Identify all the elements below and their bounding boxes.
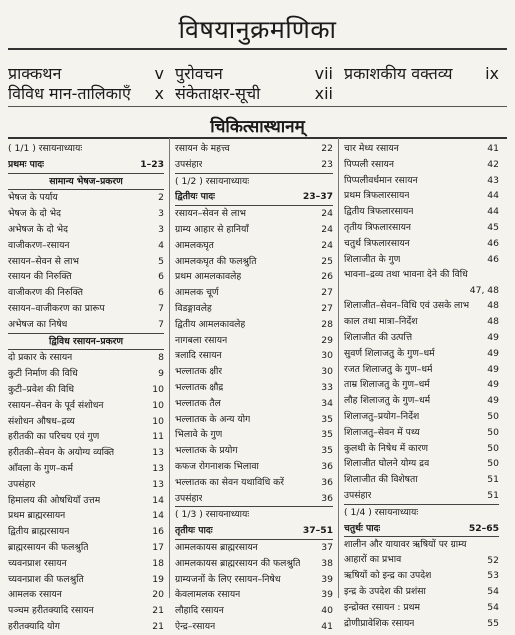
toc-entry-page: 22 [321, 143, 333, 154]
toc-entry-label: शिलाजतु–प्रयोग–निर्देश [344, 410, 420, 422]
toc-entry[interactable] [175, 333, 333, 349]
toc-entry-label: इन्द्रोक्त रसायन : प्रथम [344, 601, 420, 613]
toc-entry-label: कुटी–प्रवेश की विधि [8, 383, 75, 395]
toc-entry-page: 10 [152, 399, 164, 411]
toc-entry[interactable] [175, 317, 333, 333]
toc-entry[interactable] [8, 429, 164, 445]
toc-entry-page: 1–23 [140, 158, 164, 170]
toc-entry[interactable] [175, 301, 333, 317]
section-title: चिकित्सास्थानम् [210, 117, 305, 137]
toc-entry-page: 6 [158, 287, 164, 299]
toc-entry-label: ग्राम्यजनों के लिए रसायन–निषेध [175, 573, 281, 585]
title-rule [8, 48, 507, 50]
toc-entry-label: ताम्र शिलाजतु के गुण–धर्म [344, 379, 430, 391]
toc-entry-page: 41 [487, 143, 499, 154]
toc-entry[interactable] [344, 600, 499, 616]
toc-entry[interactable] [344, 188, 499, 204]
toc-entry-page: 51 [487, 489, 499, 501]
toc-entry[interactable] [175, 348, 333, 364]
toc-entry-label: प्रथम ब्राह्मरसायन [8, 510, 66, 522]
toc-entry[interactable] [8, 619, 164, 635]
toc-column-3 [344, 141, 499, 632]
toc-entry-label: कुटी निर्माण की विधि [8, 368, 78, 380]
toc-entry-label: उपसंहार [8, 478, 36, 490]
toc-entry[interactable] [8, 366, 164, 382]
toc-entry-label: संशोधन औषध–द्रव्य [8, 415, 75, 427]
toc-entry[interactable] [8, 398, 164, 414]
toc-entry-label: दो प्रकार के रसायन [8, 352, 73, 364]
toc-entry-page: 40 [321, 605, 333, 617]
toc-entry-page: 45 [487, 221, 499, 233]
toc-entry-label: ( 1/3 ) रसायनाध्यायः [175, 509, 250, 521]
toc-entry[interactable] [8, 524, 164, 540]
front-item-label: प्राक्कथन [8, 64, 62, 83]
toc-entry-page: 13 [152, 447, 164, 459]
toc-entry-label: सामान्य भेषज–प्रकरण [49, 175, 123, 187]
toc-entry[interactable] [344, 537, 499, 568]
front-item[interactable] [8, 66, 164, 82]
toc-entry-page: 6 [158, 271, 164, 283]
toc-entry-page: 41 [321, 620, 333, 632]
toc-entry-label: ( 1/2 ) रसायनाध्यायः [175, 175, 250, 187]
toc-entry-label: आमलकघृत [175, 239, 214, 251]
front-item-label: प्रकाशकीय वक्तव्य [344, 64, 453, 83]
toc-entry-page: 26 [321, 271, 333, 283]
toc-entry-label: ( 1/1 ) रसायनाध्यायः [8, 143, 83, 154]
toc-entry-page: 36 [321, 492, 333, 504]
toc-entry[interactable] [344, 409, 499, 425]
toc-entry-page: 38 [321, 557, 333, 569]
toc-entry-label: द्रोणीप्रावेशिक रसायन [344, 617, 415, 629]
toc-entry-label: नागबला रसायन [175, 334, 228, 346]
toc-entry[interactable] [175, 222, 333, 238]
toc-entry-label: शिलाजीत के गुण [344, 253, 401, 265]
front-item[interactable] [8, 86, 164, 102]
toc-entry-label: ऋषियों को इन्द्र का उपदेश [344, 570, 432, 582]
toc-entry[interactable] [175, 206, 333, 222]
toc-entry[interactable] [8, 461, 164, 477]
toc-entry-label: द्वितीयः पादः [175, 191, 215, 203]
toc-entry-page: 44 [487, 206, 499, 218]
toc-entry-page: 24 [321, 239, 333, 251]
toc-entry[interactable] [175, 491, 333, 508]
toc-entry-page: 44 [487, 190, 499, 202]
toc-entry-page: 8 [158, 352, 164, 364]
toc-entry[interactable] [8, 603, 164, 619]
toc-entry[interactable] [175, 603, 333, 619]
toc-entry[interactable] [8, 414, 164, 430]
page-title: विषयानुक्रमणिका [178, 15, 337, 44]
toc-entry-label: भल्लातक क्षीर [175, 366, 223, 378]
toc-entry[interactable] [8, 238, 164, 254]
front-item-page: xii [314, 84, 333, 103]
toc-entry[interactable] [175, 157, 333, 174]
toc-entry-label: केवलामलक रसायन [175, 589, 241, 601]
toc-entry-label: वाजीकरण–रसायन [8, 239, 70, 251]
toc-entry[interactable] [8, 285, 164, 301]
toc-entry[interactable] [344, 173, 499, 189]
toc-entry-label: सुवर्ण शिलाजतु के गुण–धर्म [344, 347, 435, 359]
toc-entry-page: 52 [487, 555, 499, 567]
toc-entry[interactable] [344, 141, 499, 157]
toc-entry-label: चतुर्थः पादः [344, 522, 381, 534]
toc-entry-label: हिमालय की ओषधियाँ उत्तम [8, 494, 101, 506]
front-item-label: पुरोवचन [175, 64, 223, 83]
toc-entry[interactable] [8, 174, 164, 191]
toc-entry[interactable] [8, 222, 164, 238]
toc-entry-page: 11 [152, 431, 164, 443]
toc-entry-label: भल्लातक के प्रयोग [175, 445, 238, 457]
toc-entry-label: भल्लातक तैल [175, 397, 221, 409]
toc-entry-page: 16 [152, 526, 164, 538]
toc-entry-page: 35 [321, 445, 333, 457]
toc-entry-label: कफज रोगनाशक भिलावा [175, 460, 259, 472]
toc-entry-page: 49 [487, 395, 499, 407]
toc-entry-page: 2 [158, 192, 164, 204]
toc-entry-label: ( 1/4 ) रसायनाध्यायः [344, 506, 419, 518]
toc-entry-page: 34 [321, 397, 333, 409]
toc-entry-label: द्वितीय ब्राह्मरसायन [8, 526, 70, 538]
toc-entry-label: शिलाजीत की उत्पत्ति [344, 331, 413, 343]
toc-entry[interactable] [8, 317, 164, 334]
toc-entry-label: विडङ्गावलेह [175, 302, 212, 314]
toc-entry[interactable] [344, 298, 499, 314]
toc-entry-page: 50 [487, 458, 499, 470]
toc-entry-page: 33 [321, 381, 333, 393]
toc-entry[interactable] [344, 236, 499, 252]
toc-entry-label: त्रलादि रसायन [175, 350, 222, 362]
toc-entry[interactable] [344, 568, 499, 584]
toc-entry-label: रजत शिलाजतु के गुण–धर्म [344, 363, 433, 375]
toc-entry[interactable] [175, 459, 333, 475]
toc-entry-page: 14 [152, 510, 164, 522]
toc-entry-label: प्रथमः पादः [8, 158, 44, 170]
toc-entry[interactable] [344, 488, 499, 505]
toc-entry-label: कुलथी के निषेध में कारण [344, 442, 429, 454]
toc-entry[interactable] [8, 556, 164, 572]
toc-entry-page: 49 [487, 347, 499, 359]
toc-entry-page: 50 [487, 442, 499, 454]
toc-entry[interactable] [175, 443, 333, 459]
toc-entry-label: तृतीयः पादः [175, 525, 213, 537]
toc-entry-page: 53 [487, 570, 499, 582]
toc-entry-page: 17 [152, 541, 164, 553]
toc-entry-page: 52–65 [468, 522, 499, 534]
front-item-label: विविध मान-तालिकाएँ [8, 84, 131, 103]
toc-entry-page: 46 [487, 237, 499, 249]
toc-entry-label: आमलकायस ब्राह्मरसायन की फलश्रुति [175, 557, 301, 569]
toc-entry[interactable] [344, 157, 499, 173]
toc-entry-page: 42 [487, 158, 499, 170]
toc-entry-page: 3 [158, 223, 164, 235]
toc-entry-label: शालीन और यायावर ऋषियों पर ग्राम्य आहारों का प्रभाव [344, 539, 467, 566]
toc-entry-label: द्विविध रसायन–प्रकरण [48, 335, 124, 347]
toc-entry[interactable] [344, 456, 499, 472]
toc-entry-label: रसायन के महत्त्व [175, 143, 230, 154]
toc-entry-page: 19 [152, 573, 164, 585]
toc-entry-page: 21 [152, 605, 164, 617]
toc-entry-label: रसायन–सेवन के पूर्व संशोधन [8, 399, 104, 411]
toc-entry-page: 48 [487, 300, 499, 312]
toc-entry[interactable] [175, 254, 333, 270]
toc-entry-label: आँवला के गुण–कर्म [8, 462, 73, 474]
toc-entry-label: भल्लातक क्षौद्र [175, 381, 224, 393]
toc-entry[interactable] [175, 269, 333, 285]
toc-entry-label: हरीतकी का परिचय एवं गुण [8, 431, 100, 443]
toc-entry-label: हरीतक्यादि योग [8, 620, 60, 632]
toc-entry-page: 46 [487, 253, 499, 265]
toc-entry[interactable] [8, 477, 164, 493]
toc-entry[interactable] [344, 425, 499, 441]
toc-entry[interactable] [175, 507, 333, 523]
toc-entry[interactable] [8, 540, 164, 556]
toc-entry[interactable] [344, 521, 499, 538]
toc-entry-page: 29 [321, 334, 333, 346]
front-item-page: vii [314, 64, 333, 83]
section-rule [8, 137, 507, 139]
toc-entry[interactable] [344, 377, 499, 393]
toc-entry[interactable] [8, 190, 164, 206]
toc-entry[interactable] [175, 523, 333, 540]
toc-entry[interactable] [344, 362, 499, 378]
toc-entry[interactable] [344, 330, 499, 346]
toc-entry[interactable] [8, 269, 164, 285]
toc-entry[interactable] [344, 314, 499, 330]
toc-entry-page: 14 [152, 494, 164, 506]
toc-entry-page: 36 [321, 460, 333, 472]
toc-entry-page: 51 [487, 474, 499, 486]
toc-entry-page: 54 [487, 586, 499, 598]
toc-entry[interactable] [344, 204, 499, 220]
toc-entry-label: रसायन–सेवन से लाभ [175, 208, 246, 220]
toc-entry-page: 50 [487, 426, 499, 438]
column-divider [169, 138, 170, 598]
toc-entry-label: भेषज के पर्याय [8, 192, 58, 204]
toc-entry[interactable] [344, 505, 499, 521]
toc-entry-label: आमलक रसायन [8, 589, 62, 601]
toc-entry-label: भेषज के दो भेद [8, 208, 61, 220]
toc-entry[interactable] [175, 396, 333, 412]
toc-entry-page: 49 [487, 363, 499, 375]
toc-entry[interactable] [175, 364, 333, 380]
toc-entry-label: द्वितीय त्रिफलारसायन [344, 206, 414, 218]
toc-entry-label: भल्लातक का सेवन यथाविधि करें [175, 476, 284, 488]
toc-entry-label: शिलाजीत की विशेषता [344, 474, 418, 486]
toc-entry-label: शिलाजीत घोलने योग्य द्रव [344, 458, 430, 470]
toc-entry[interactable] [175, 572, 333, 588]
toc-entry-page: 43 [487, 174, 499, 186]
toc-entry-label: आमलकघृत की फलश्रुति [175, 255, 257, 267]
toc-entry-label: पञ्चम हरीतक्यादि रसायन [8, 605, 94, 617]
toc-entry-label: द्वितीय आमलकावलेह [175, 318, 246, 330]
toc-entry-label: च्यवनप्राश की फलश्रुति [8, 573, 84, 585]
column-divider [338, 138, 339, 598]
toc-entry-page: 47, 48 [469, 285, 499, 297]
front-matter-rule [8, 106, 507, 107]
toc-entry-label: प्रथम आमलकावलेह [175, 271, 242, 283]
toc-entry-page: 28 [321, 318, 333, 330]
toc-entry-label: चतुर्थ त्रिफलारसायन [344, 237, 410, 249]
toc-entry-page: 39 [321, 573, 333, 585]
toc-entry-label: लौह शिलाजतु के गुण–धर्म [344, 395, 431, 407]
toc-entry-label: भल्लातक के अन्य योग [175, 413, 251, 425]
toc-entry-label: शिलाजीत–सेवन–विधि एवं उसके लाभ [344, 300, 470, 312]
toc-entry[interactable] [8, 254, 164, 270]
toc-entry[interactable] [344, 616, 499, 632]
front-item[interactable] [344, 66, 499, 82]
toc-entry[interactable] [175, 475, 333, 491]
toc-entry[interactable] [344, 267, 499, 298]
toc-entry-page: 10 [152, 383, 164, 395]
toc-entry-label: रसायन–सेवन से लाभ [8, 255, 79, 267]
toc-entry-label: उपसंहार [344, 489, 372, 501]
toc-entry-page: 27 [321, 287, 333, 299]
front-item-page: v [154, 64, 164, 83]
toc-entry-label: चार मेध्य रसायन [344, 143, 399, 154]
toc-entry-label: अभेषज का निषेध [8, 318, 68, 330]
toc-entry-label: शिलाजतु–सेवन में पथ्य [344, 426, 420, 438]
toc-entry[interactable] [175, 380, 333, 396]
toc-entry[interactable] [8, 206, 164, 222]
toc-entry-label: काल तथा मात्रा–निर्देश [344, 316, 418, 328]
toc-entry[interactable] [344, 441, 499, 457]
toc-entry-label: आमलक चूर्ण [175, 287, 219, 299]
toc-entry-page: 24 [321, 208, 333, 220]
toc-entry[interactable] [8, 587, 164, 603]
front-item-label: संकेताक्षर-सूची [175, 84, 261, 103]
front-item[interactable] [175, 86, 333, 102]
toc-entry-page: 37 [321, 541, 333, 553]
toc-entry-label: इन्द्र के उपदेश की प्रशंसा [344, 586, 426, 598]
toc-entry-page: 35 [321, 413, 333, 425]
toc-entry-label: उपसंहार [175, 492, 203, 504]
toc-entry[interactable] [175, 174, 333, 190]
toc-entry-label: अभेषज के दो भेद [8, 223, 69, 235]
toc-entry[interactable] [8, 334, 164, 351]
toc-entry[interactable] [175, 285, 333, 301]
toc-entry-page: 27 [321, 302, 333, 314]
toc-entry-page: 54 [487, 601, 499, 613]
toc-entry-page: 30 [321, 366, 333, 378]
toc-entry-label: आमलकायस ब्राह्मरसायन [175, 541, 258, 553]
toc-entry[interactable] [175, 189, 333, 206]
toc-entry-page: 50 [487, 410, 499, 422]
toc-entry-page: 39 [321, 589, 333, 601]
toc-entry[interactable] [344, 472, 499, 488]
toc-entry-page: 49 [487, 379, 499, 391]
toc-entry[interactable] [175, 587, 333, 603]
toc-entry-label: प्रथम त्रिफलारसायन [344, 190, 410, 202]
toc-entry-label: भिलावे के गुण [175, 429, 223, 441]
front-item[interactable] [175, 66, 333, 82]
toc-entry-page: 48 [487, 316, 499, 328]
toc-entry[interactable] [8, 445, 164, 461]
toc-entry[interactable] [8, 493, 164, 509]
toc-entry-page: 35 [321, 429, 333, 441]
toc-entry-page: 36 [321, 476, 333, 488]
toc-entry-page: 13 [152, 478, 164, 490]
toc-entry-page: 18 [152, 557, 164, 569]
toc-entry-page: 23 [321, 158, 333, 170]
toc-entry-page: 10 [152, 415, 164, 427]
front-item-page: ix [485, 64, 499, 83]
toc-entry-page: 5 [158, 255, 164, 267]
toc-entry-page: 25 [321, 255, 333, 267]
toc-entry-page: 7 [158, 302, 164, 314]
toc-entry[interactable] [175, 427, 333, 443]
toc-entry-label: रसायन की निरुक्ति [8, 271, 72, 283]
toc-entry-label: तृतीय त्रिफलारसायन [344, 221, 412, 233]
toc-entry-page: 49 [487, 331, 499, 343]
toc-entry[interactable] [8, 301, 164, 317]
toc-entry-page: 30 [321, 350, 333, 362]
toc-entry-page: 24 [321, 223, 333, 235]
toc-entry[interactable] [8, 157, 164, 174]
toc-entry-page: 21 [152, 620, 164, 632]
toc-entry-label: ग्राम्य आहार से हानियाँ [175, 223, 249, 235]
toc-entry-page: 9 [158, 368, 164, 380]
toc-entry[interactable] [344, 252, 499, 268]
toc-entry[interactable] [175, 556, 333, 572]
toc-entry[interactable] [8, 382, 164, 398]
toc-entry[interactable] [175, 540, 333, 556]
toc-entry-page: 7 [158, 318, 164, 330]
toc-entry[interactable] [344, 346, 499, 362]
toc-entry[interactable] [175, 619, 333, 635]
toc-entry-label: वाजीकरण की निरुक्ति [8, 287, 83, 299]
toc-entry-page: 37–51 [302, 525, 333, 537]
front-item-page: x [154, 84, 164, 103]
toc-entry[interactable] [8, 141, 164, 157]
toc-entry[interactable] [344, 584, 499, 600]
toc-entry-label: ऐन्द्र–रसायन [175, 620, 216, 632]
toc-entry-page: 3 [158, 208, 164, 220]
toc-entry[interactable] [344, 393, 499, 409]
toc-entry-page: 20 [152, 589, 164, 601]
toc-column-2 [175, 141, 333, 635]
toc-entry-label: रसायन–वाजीकरण का प्रारूप [8, 302, 105, 314]
toc-entry[interactable] [344, 220, 499, 236]
toc-entry-page: 4 [158, 239, 164, 251]
toc-entry-label: पिप्पलीवर्धमान रसायन [344, 174, 418, 186]
toc-entry-label: लौहादि रसायन [175, 605, 224, 617]
toc-column-1 [8, 141, 164, 635]
toc-entry-page: 23–37 [302, 191, 333, 203]
toc-entry[interactable] [175, 141, 333, 157]
toc-entry[interactable] [175, 412, 333, 428]
toc-entry[interactable] [8, 508, 164, 524]
toc-entry-page: 13 [152, 462, 164, 474]
toc-entry[interactable] [8, 350, 164, 366]
toc-entry[interactable] [8, 572, 164, 588]
toc-entry-label: हरीतकी–सेवन के अयोग्य व्यक्ति [8, 447, 115, 459]
toc-entry-page: 55 [487, 617, 499, 629]
toc-entry-label: भावना–द्रव्य तथा भावना देने की विधि [344, 269, 468, 281]
toc-entry-label: ब्राह्मरसायन की फलश्रुति [8, 541, 89, 553]
toc-entry-label: पिप्पली रसायन [344, 158, 394, 170]
toc-entry-label: उपसंहार [175, 158, 203, 170]
toc-entry[interactable] [175, 238, 333, 254]
toc-entry-label: च्यवनप्राश रसायन [8, 557, 67, 569]
